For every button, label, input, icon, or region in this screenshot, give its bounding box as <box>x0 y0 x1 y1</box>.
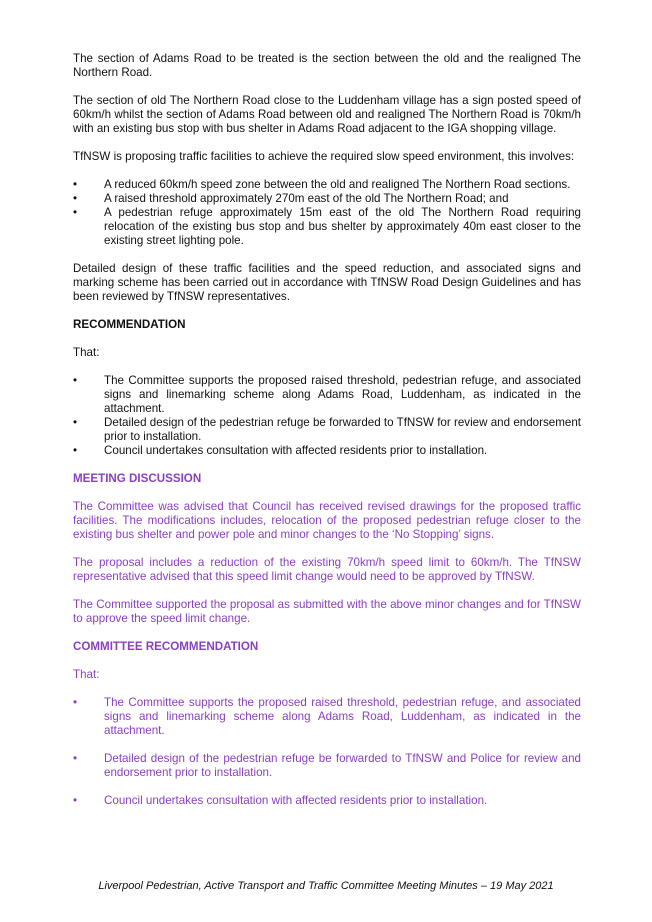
list-item: • A reduced 60km/h speed zone between the old and realigned The Northern Road sections. <box>73 178 571 191</box>
list-item: • Council undertakes consultation with affected residents prior to installation. <box>73 794 488 807</box>
committee-recommendation-heading: COMMITTEE RECOMMENDATION <box>73 640 259 653</box>
list-item: • Detailed design of the pedestrian refuge be forwarded to TfNSW and Police for review and endorsement prior to installation. <box>73 752 581 779</box>
bullet-icon: • <box>73 416 78 429</box>
bullet-icon: • <box>73 752 78 765</box>
recommendation-list <box>73 374 581 458</box>
page-footer: Liverpool Pedestrian, Active Transport and Traffic Committee Meeting Minutes – 19 May 2021 <box>98 880 554 892</box>
committee-that: That: <box>73 668 100 681</box>
discussion-paragraph-2: The proposal includes a reduction of the existing 70km/h speed limit to 60km/h. The TfNSW representative advised that this speed limit change would need to be approved by TfNSW. <box>73 556 581 583</box>
list-item: • Council undertakes consultation with affected residents prior to installation. <box>73 444 488 457</box>
bullet-icon: • <box>73 206 78 219</box>
committee-recommendation-list <box>73 696 581 808</box>
list-item: • The Committee supports the proposed raised threshold, pedestrian refuge, and associated signs and linemarking scheme along Adams Road, Luddenham, as indicated in the attachment. <box>73 696 581 737</box>
intro-paragraph-3: TfNSW is proposing traffic facilities to achieve the required slow speed environment, this involves: <box>73 150 575 163</box>
bullet-icon: • <box>73 444 78 457</box>
facilities-list <box>73 178 581 248</box>
intro-paragraph-2: The section of old The Northern Road close to the Luddenham village has a sign posted speed of 60km/h whilst the section of Adams Road between old and realigned The Northern Road is 70km/h with an existing bus stop with bus shelter in Adams Road adjacent to the IGA shopping village. <box>73 94 581 135</box>
list-item: • A pedestrian refuge approximately 15m east of the old The Northern Road requiring relocation of the existing bus stop and bus shelter by approximately 40m east closer to the existing street lighting pole. <box>73 206 581 247</box>
list-item: • The Committee supports the proposed raised threshold, pedestrian refuge, and associated signs and linemarking scheme along Adams Road, Luddenham, as indicated in the attachment. <box>73 374 581 415</box>
list-item: • Detailed design of the pedestrian refuge be forwarded to TfNSW for review and endorsement prior to installation. <box>73 416 581 443</box>
recommendation-that: That: <box>73 346 100 359</box>
recommendation-heading: RECOMMENDATION <box>73 318 186 331</box>
bullet-icon: • <box>73 178 78 191</box>
bullet-icon: • <box>73 696 78 709</box>
discussion-paragraph-1: The Committee was advised that Council has received revised drawings for the proposed traffic facilities. The modifications includes, relocation of the proposed pedestrian refuge closer to the existing bus shelter and power pole and minor changes to the ‘No Stopping’ signs. <box>73 500 581 541</box>
meeting-discussion-heading: MEETING DISCUSSION <box>73 472 202 485</box>
bullet-icon: • <box>73 374 78 387</box>
intro-paragraph-1: The section of Adams Road to be treated is the section between the old and the realigned The Northern Road. <box>73 52 581 79</box>
list-item: • A raised threshold approximately 270m east of the old The Northern Road; and <box>73 192 509 205</box>
bullet-icon: • <box>73 192 78 205</box>
document-page <box>73 52 581 822</box>
design-paragraph: Detailed design of these traffic facilities and the speed reduction, and associated signs and marking scheme has been carried out in accordance with TfNSW Road Design Guidelines and has been reviewed by TfNSW representatives. <box>73 262 581 303</box>
bullet-icon: • <box>73 794 78 807</box>
discussion-paragraph-3: The Committee supported the proposal as submitted with the above minor changes and for TfNSW to approve the speed limit change. <box>73 598 581 625</box>
